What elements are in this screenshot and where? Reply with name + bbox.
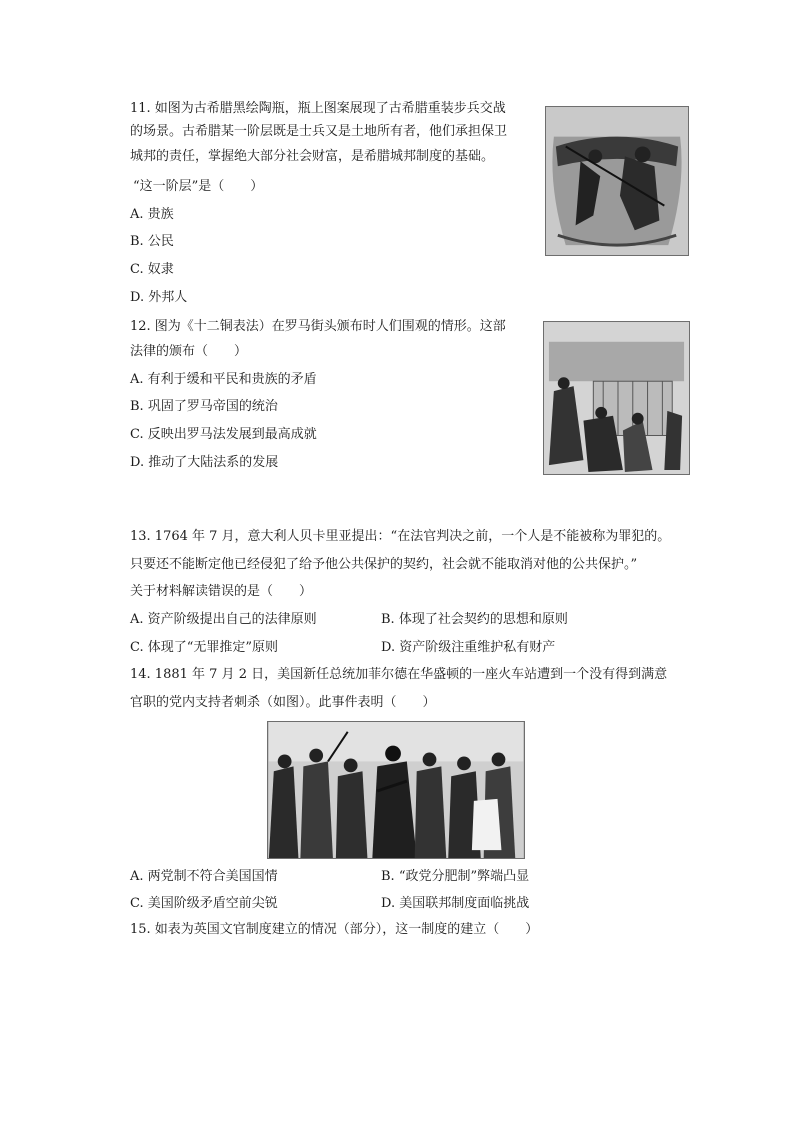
greek-vase-image bbox=[545, 106, 689, 256]
q13-option-b[interactable]: B. 体现了社会契约的思想和原则 bbox=[381, 612, 568, 627]
q11-option-a[interactable]: A. 贵族 bbox=[130, 207, 174, 222]
q14-option-d[interactable]: D. 美国联邦制度面临挑战 bbox=[381, 896, 530, 911]
q13-stem-line-3: 关于材料解读错误的是（ ） bbox=[130, 584, 313, 599]
q11-stem-line-1: 11. 如图为古希腊黑绘陶瓶，瓶上图案展现了古希腊重装步兵交战 bbox=[130, 101, 506, 116]
q13-option-d[interactable]: D. 资产阶级注重维护私有财产 bbox=[381, 640, 556, 655]
q13-option-a[interactable]: A. 资产阶级提出自己的法律原则 bbox=[130, 612, 317, 627]
q12-option-c[interactable]: C. 反映出罗马法发展到最高成就 bbox=[130, 427, 317, 442]
q13-stem-line-1: 13. 1764 年 7 月，意大利人贝卡里亚提出：“在法官判决之前，一个人是不能被称为罪犯的。 bbox=[130, 529, 671, 544]
q14-stem-line-2: 官职的党内支持者刺杀（如图）。此事件表明（ ） bbox=[130, 695, 436, 710]
q11-option-b[interactable]: B. 公民 bbox=[130, 234, 174, 249]
q11-stem-line-4: “这一阶层”是（ ） bbox=[133, 179, 264, 194]
q12-option-b[interactable]: B. 巩固了罗马帝国的统治 bbox=[130, 399, 278, 414]
q12-stem-line-2: 法律的颁布（ ） bbox=[130, 344, 248, 359]
twelve-tables-image bbox=[543, 321, 690, 475]
q11-option-c[interactable]: C. 奴隶 bbox=[130, 262, 174, 277]
garfield-assassination-drawing bbox=[268, 722, 524, 858]
q13-option-c[interactable]: C. 体现了“无罪推定”原则 bbox=[130, 640, 279, 655]
q14-option-b[interactable]: B. “政党分肥制”弊端凸显 bbox=[381, 869, 530, 884]
q14-option-a[interactable]: A. 两党制不符合美国国情 bbox=[130, 869, 278, 884]
q12-option-a[interactable]: A. 有利于缓和平民和贵族的矛盾 bbox=[130, 372, 317, 387]
q11-stem-line-3: 城邦的责任，掌握绝大部分社会财富，是希腊城邦制度的基础。 bbox=[130, 149, 495, 164]
greek-vase-drawing bbox=[546, 107, 688, 255]
q14-stem-line-1: 14. 1881 年 7 月 2 日，美国新任总统加菲尔德在华盛顿的一座火车站遭到一个没有得到满意 bbox=[130, 667, 668, 682]
twelve-tables-drawing bbox=[544, 322, 689, 474]
garfield-assassination-image bbox=[267, 721, 525, 859]
q12-stem-line-1: 12. 图为《十二铜表法）在罗马街头颁布时人们围观的情形。这部 bbox=[130, 319, 506, 334]
q13-stem-line-2: 只要还不能断定他已经侵犯了给予他公共保护的契约，社会就不能取消对他的公共保护。” bbox=[130, 557, 638, 572]
q11-option-d[interactable]: D. 外邦人 bbox=[130, 290, 188, 305]
q12-option-d[interactable]: D. 推动了大陆法系的发展 bbox=[130, 455, 279, 470]
q11-stem-line-2: 的场景。古希腊某一阶层既是士兵又是土地所有者，他们承担保卫 bbox=[130, 124, 508, 139]
q14-option-c[interactable]: C. 美国阶级矛盾空前尖锐 bbox=[130, 896, 278, 911]
q15-stem-line-1: 15. 如表为英国文官制度建立的情况（部分），这一制度的建立（ ） bbox=[130, 922, 539, 937]
